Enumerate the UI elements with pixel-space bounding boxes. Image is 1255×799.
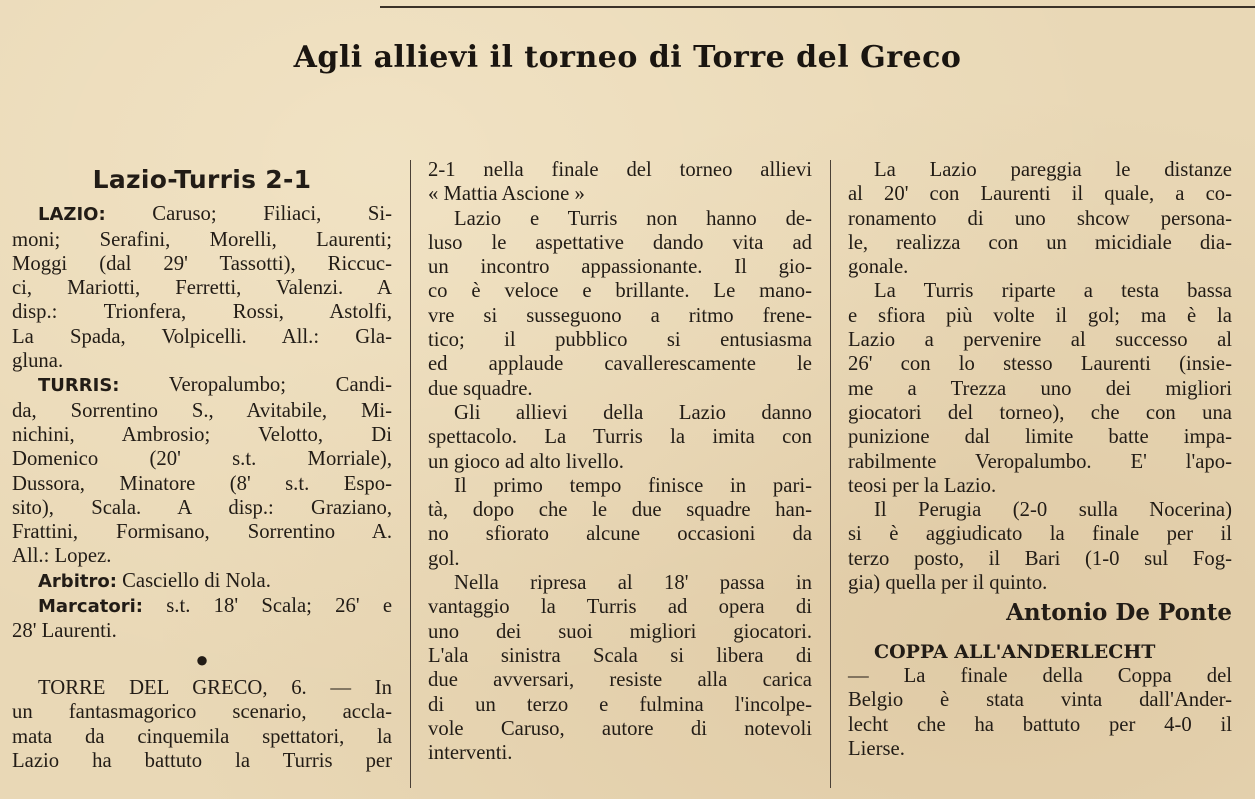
arbitro-label: Arbitro: (38, 570, 117, 592)
body-line: Nella ripresa al 18' passa in (454, 572, 812, 595)
paragraph (848, 498, 1232, 595)
bullet-separator: ● (195, 646, 209, 672)
body-line: punizione dal limite batte impa- (848, 426, 1232, 449)
lineup-line: Frattini, Formisano, Sorrentino A. (12, 521, 392, 544)
lineup-line: 28' Laurenti. (12, 620, 117, 643)
body-line: L'ala sinistra Scala si libera di (428, 644, 812, 667)
lineup-line: Moggi (dal 29' Tassotti), Riccuc- (12, 252, 392, 275)
body-line: Belgio è stata vinta dall'Ander- (848, 689, 1232, 712)
lineup-line: ci, Mariotti, Ferretti, Valenzi. A (12, 277, 392, 300)
lineup-line: moni; Serafini, Morelli, Laurenti; (12, 228, 392, 251)
body-line: no sfiorato alcune occasioni da (428, 523, 812, 546)
body-line: Lierse. (848, 737, 905, 760)
body-line: due avversari, resiste alla carica (428, 669, 812, 692)
body-line: vole Caruso, autore di notevoli (428, 717, 812, 740)
column-3 (848, 158, 1232, 761)
body-line: interventi. (428, 742, 513, 765)
body-line: Lazio ha battuto la Turris per (12, 749, 392, 772)
body-line: al 20' con Laurenti il quale, a co- (848, 183, 1232, 206)
paragraph (428, 207, 812, 401)
body-line: « Mattia Ascione » (428, 183, 585, 206)
paragraph (428, 401, 812, 474)
body-line: TORRE DEL GRECO, 6. — In (38, 676, 392, 699)
body-line: le, realizza con un micidiale dia- (848, 231, 1232, 254)
paragraph (848, 158, 1232, 279)
column-3-paragraphs (848, 158, 1232, 595)
body-line: rabilmente Veropalumbo. E' l'apo- (848, 450, 1232, 473)
lineup-line: sito), Scala. A disp.: Graziano, (12, 496, 392, 519)
body-line: due squadre. (428, 377, 533, 400)
column-1 (12, 158, 392, 773)
body-line: lecht che ha battuto per 4-0 il (848, 713, 1232, 736)
column-rule-1 (410, 160, 411, 788)
match-subhead: Lazio-Turris 2-1 (92, 165, 312, 194)
lineup-line: da, Sorrentino S., Avitabile, Mi- (12, 399, 392, 422)
body-line: La Lazio pareggia le distanze (874, 159, 1232, 181)
lineup-line: disp.: Trionfera, Rossi, Astolfi, (12, 301, 392, 324)
body-line: — La finale della Coppa del (848, 664, 1232, 687)
body-line: 2-1 nella finale del torneo allievi (428, 159, 812, 181)
lineup-line: Caruso; Filiaci, Si- (152, 203, 393, 226)
body-line: Lazio e Turris non hanno de- (454, 207, 812, 230)
body-line: giocatori del torneo), che con una (848, 401, 1232, 424)
lineup-line: Dussora, Minatore (8' s.t. Espo- (12, 472, 392, 495)
body-line: ronamento di uno shcow persona- (848, 207, 1232, 230)
lineup-line: Veropalumbo; Candi- (168, 374, 392, 397)
paragraph (848, 279, 1232, 498)
paragraph (428, 158, 812, 207)
body-line: tico; il pubblico si entusiasma (428, 329, 812, 352)
body-line: teosi per la Lazio. (848, 474, 997, 497)
body-line: La Turris riparte a testa bassa (874, 280, 1232, 303)
body-line: gonale. (848, 256, 909, 279)
marcatori-line (12, 594, 392, 644)
body-line: si è aggiudicato la finale per il (848, 523, 1232, 546)
arbitro-line (12, 569, 392, 594)
body-line: un fantasmagorico scenario, accla- (12, 701, 392, 724)
lineup-line: nichini, Ambrosio; Velotto, Di (12, 423, 392, 446)
column-rule-2 (830, 160, 831, 788)
body-line: vantaggio la Turris ad opera di (428, 596, 812, 619)
coppa-heading: COPPA ALL'ANDERLECHT (874, 640, 1156, 663)
body-line: terzo posto, il Bari (1-0 sul Fog- (848, 547, 1232, 570)
body-line: uno dei suoi migliori giocatori. (428, 620, 812, 643)
body-line: tà, dopo che le due squadre han- (428, 499, 812, 522)
paragraph (428, 474, 812, 571)
article-opening (12, 676, 392, 773)
coppa-body (848, 664, 1232, 761)
body-line: di un terzo e fulmina l'incolpe- (428, 693, 812, 716)
body-line: gia) quella per il quinto. (848, 572, 1048, 595)
lineup-line: gluna. (12, 350, 64, 373)
byline: Antonio De Ponte (1006, 599, 1232, 627)
top-rule (380, 6, 1255, 8)
lineup-line: All.: Lopez. (12, 545, 112, 568)
body-line: Gli allievi della Lazio danno (454, 401, 812, 424)
body-line: spettacolo. La Turris la imita con (428, 426, 812, 449)
body-line: un incontro appassionante. Il gio- (428, 256, 812, 279)
lineup-line: La Spada, Volpicelli. All.: Gla- (12, 325, 392, 348)
body-line: Lazio a pervenire al successo al (848, 329, 1232, 352)
body-line: e sfiora più volte il gol; ma è la (848, 304, 1232, 327)
body-line: 26' con lo stesso Laurenti (insie- (848, 353, 1232, 376)
lineup-line: s.t. 18' Scala; 26' e (166, 595, 392, 618)
column-2 (428, 158, 812, 765)
body-line: Il Perugia (2-0 sulla Nocerina) (874, 499, 1232, 522)
arbitro-text: Casciello di Nola. (122, 569, 271, 592)
body-line: vre si susseguono a ritmo frene- (428, 304, 812, 327)
body-line: un gioco ad alto livello. (428, 450, 624, 473)
lazio-lineup (12, 202, 392, 373)
body-line: gol. (428, 547, 460, 570)
headline: Agli allievi il torneo di Torre del Greco (293, 40, 962, 75)
turris-label: TURRIS: (38, 375, 120, 397)
body-line: ed applaude cavallerescamente le (428, 353, 812, 376)
turris-lineup (12, 373, 392, 568)
body-line: luso le aspettative dando vita ad (428, 231, 812, 254)
body-line: co è veloce e brillante. Le mano- (428, 280, 812, 303)
lazio-label: LAZIO: (38, 204, 106, 226)
paragraph (428, 571, 812, 765)
body-line: Il primo tempo finisce in pari- (454, 474, 812, 497)
marcatori-label: Marcatori: (38, 596, 143, 618)
body-line: mata da cinquemila spettatori, la (12, 725, 392, 748)
lineup-line: Domenico (20' s.t. Morriale), (12, 448, 392, 471)
body-line: me a Trezza uno dei migliori (848, 377, 1232, 400)
